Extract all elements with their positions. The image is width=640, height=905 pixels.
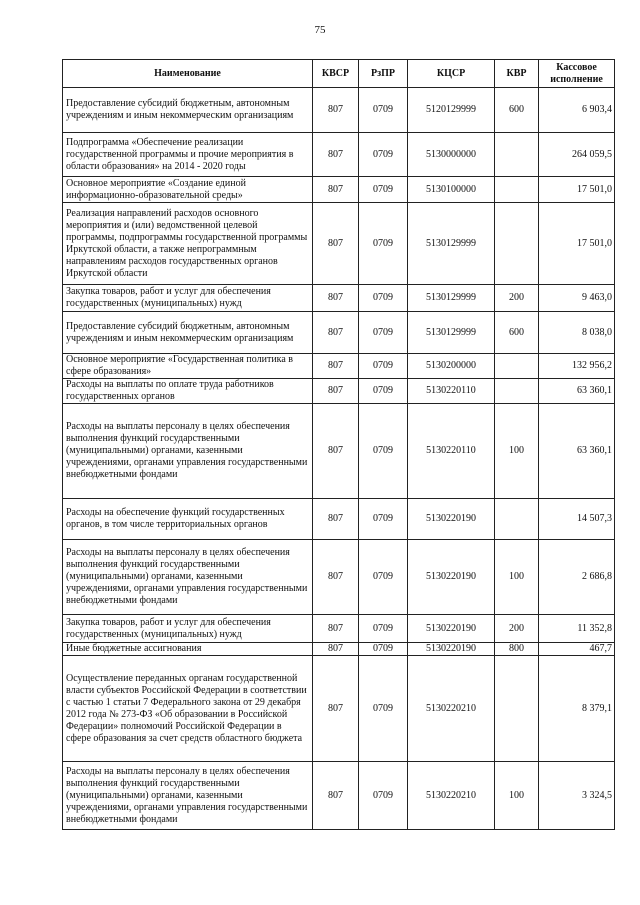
cell-kcsr: 5130220190 (408, 499, 495, 540)
cell-name: Реализация направлений расходов основного мероприятия и (или) ведомственной целевой программы, подпрограммы государственной программы Иркутской области, а также непрограммным направлениям расходов государственных органов Иркутской области (63, 203, 313, 285)
table-row (63, 354, 615, 379)
cell-kvsr: 807 (313, 540, 359, 615)
cell-name: Закупка товаров, работ и услуг для обеспечения государственных (муниципальных) нужд (63, 285, 313, 312)
cell-kcsr: 5130000000 (408, 133, 495, 177)
cell-amount: 63 360,1 (539, 379, 615, 404)
cell-rzpr: 0709 (359, 656, 408, 762)
cell-name: Расходы на выплаты персоналу в целях обеспечения выполнения функций государственными (муниципальными) органами, казенными учреждениями, органами управления государственными внебюджетными фондами (63, 404, 313, 499)
cell-rzpr: 0709 (359, 133, 408, 177)
cell-kvr (495, 203, 539, 285)
cell-name: Расходы на выплаты персоналу в целях обеспечения выполнения функций государственными (муниципальными) органами, казенными учреждениями, органами управления государственными внебюджетными фондами (63, 540, 313, 615)
cell-kvr: 100 (495, 762, 539, 830)
cell-amount: 467,7 (539, 643, 615, 656)
table-row (63, 643, 615, 656)
cell-amount: 8 038,0 (539, 312, 615, 354)
cell-amount: 11 352,8 (539, 615, 615, 643)
cell-rzpr: 0709 (359, 203, 408, 285)
table-row (63, 540, 615, 615)
cell-kvsr: 807 (313, 177, 359, 203)
cell-rzpr: 0709 (359, 499, 408, 540)
cell-kcsr: 5130129999 (408, 203, 495, 285)
cell-rzpr: 0709 (359, 404, 408, 499)
budget-table (62, 59, 615, 830)
table-row (63, 88, 615, 133)
cell-kvsr: 807 (313, 203, 359, 285)
cell-amount: 6 903,4 (539, 88, 615, 133)
cell-kcsr: 5130220190 (408, 540, 495, 615)
cell-kcsr: 5130220210 (408, 762, 495, 830)
cell-kvr: 100 (495, 540, 539, 615)
cell-kvsr: 807 (313, 499, 359, 540)
header-kvr: КВР (495, 60, 539, 88)
cell-kvr: 200 (495, 615, 539, 643)
cell-kvr: 200 (495, 285, 539, 312)
cell-amount: 14 507,3 (539, 499, 615, 540)
header-kvsr: КВСР (313, 60, 359, 88)
cell-kvsr: 807 (313, 762, 359, 830)
cell-kvsr: 807 (313, 379, 359, 404)
cell-rzpr: 0709 (359, 379, 408, 404)
cell-kcsr: 5130129999 (408, 312, 495, 354)
cell-kvr (495, 354, 539, 379)
table-header-row (63, 60, 615, 88)
header-name: Наименование (63, 60, 313, 88)
cell-name: Иные бюджетные ассигнования (63, 643, 313, 656)
cell-name: Основное мероприятие «Государственная политика в сфере образования» (63, 354, 313, 379)
cell-rzpr: 0709 (359, 540, 408, 615)
cell-rzpr: 0709 (359, 615, 408, 643)
cell-kvsr: 807 (313, 643, 359, 656)
cell-amount: 9 463,0 (539, 285, 615, 312)
cell-kvsr: 807 (313, 656, 359, 762)
table-row (63, 499, 615, 540)
cell-kvr: 100 (495, 404, 539, 499)
cell-amount: 132 956,2 (539, 354, 615, 379)
cell-kvr (495, 379, 539, 404)
cell-kvsr: 807 (313, 88, 359, 133)
cell-rzpr: 0709 (359, 177, 408, 203)
cell-rzpr: 0709 (359, 88, 408, 133)
cell-kvr: 800 (495, 643, 539, 656)
cell-name: Предоставление субсидий бюджетным, автономным учреждениям и иным некоммерческим организациям (63, 312, 313, 354)
table-row (63, 615, 615, 643)
cell-amount: 17 501,0 (539, 177, 615, 203)
cell-kvsr: 807 (313, 285, 359, 312)
table-row (63, 177, 615, 203)
cell-rzpr: 0709 (359, 312, 408, 354)
table-row (63, 312, 615, 354)
cell-kcsr: 5130100000 (408, 177, 495, 203)
cell-kcsr: 5120129999 (408, 88, 495, 133)
table-body (63, 88, 615, 830)
cell-rzpr: 0709 (359, 354, 408, 379)
cell-kcsr: 5130220110 (408, 379, 495, 404)
cell-kvsr: 807 (313, 354, 359, 379)
cell-amount: 2 686,8 (539, 540, 615, 615)
cell-kvr (495, 177, 539, 203)
cell-name: Предоставление субсидий бюджетным, автономным учреждениям и иным некоммерческим организациям (63, 88, 313, 133)
cell-name: Подпрограмма «Обеспечение реализации государственной программы и прочие мероприятия в области образования» на 2014 - 2020 годы (63, 133, 313, 177)
cell-kvr: 600 (495, 312, 539, 354)
table-row (63, 404, 615, 499)
table-row (63, 285, 615, 312)
cell-name: Расходы на выплаты по оплате труда работников государственных органов (63, 379, 313, 404)
cell-name: Закупка товаров, работ и услуг для обеспечения государственных (муниципальных) нужд (63, 615, 313, 643)
cell-kvsr: 807 (313, 312, 359, 354)
cell-rzpr: 0709 (359, 285, 408, 312)
cell-name: Основное мероприятие «Создание единой информационно-образовательной среды» (63, 177, 313, 203)
header-rzpr: РзПР (359, 60, 408, 88)
cell-amount: 17 501,0 (539, 203, 615, 285)
table-row (63, 379, 615, 404)
table-row (63, 203, 615, 285)
cell-kcsr: 5130200000 (408, 354, 495, 379)
cell-kvr (495, 499, 539, 540)
cell-amount: 63 360,1 (539, 404, 615, 499)
cell-kvr (495, 656, 539, 762)
cell-kcsr: 5130220190 (408, 643, 495, 656)
cell-amount: 3 324,5 (539, 762, 615, 830)
cell-amount: 8 379,1 (539, 656, 615, 762)
cell-kvr: 600 (495, 88, 539, 133)
table-row (63, 133, 615, 177)
cell-name: Расходы на обеспечение функций государственных органов, в том числе территориальных органов (63, 499, 313, 540)
cell-kvr (495, 133, 539, 177)
page-number: 75 (314, 24, 326, 36)
cell-kvsr: 807 (313, 615, 359, 643)
cell-kvsr: 807 (313, 133, 359, 177)
cell-kcsr: 5130220110 (408, 404, 495, 499)
cell-kcsr: 5130220210 (408, 656, 495, 762)
cell-name: Расходы на выплаты персоналу в целях обеспечения выполнения функций государственными (муниципальными) органами, казенными учреждениями, органами управления государственными внебюджетными фондами (63, 762, 313, 830)
cell-kcsr: 5130129999 (408, 285, 495, 312)
cell-kvsr: 807 (313, 404, 359, 499)
cell-rzpr: 0709 (359, 762, 408, 830)
cell-name: Осуществление переданных органам государственной власти субъектов Российской Федерации в соответствии с частью 1 статьи 7 Федерального закона от 29 декабря 2012 года № 273-ФЗ «Об образовании в Российской Федерации» полномочий Российской Федерации в сфере образования за счет средств областного бюджета (63, 656, 313, 762)
header-amount: Кассовое исполнение (539, 60, 615, 88)
cell-rzpr: 0709 (359, 643, 408, 656)
cell-amount: 264 059,5 (539, 133, 615, 177)
table-row (63, 762, 615, 830)
table-row (63, 656, 615, 762)
cell-kcsr: 5130220190 (408, 615, 495, 643)
header-kcsr: КЦСР (408, 60, 495, 88)
